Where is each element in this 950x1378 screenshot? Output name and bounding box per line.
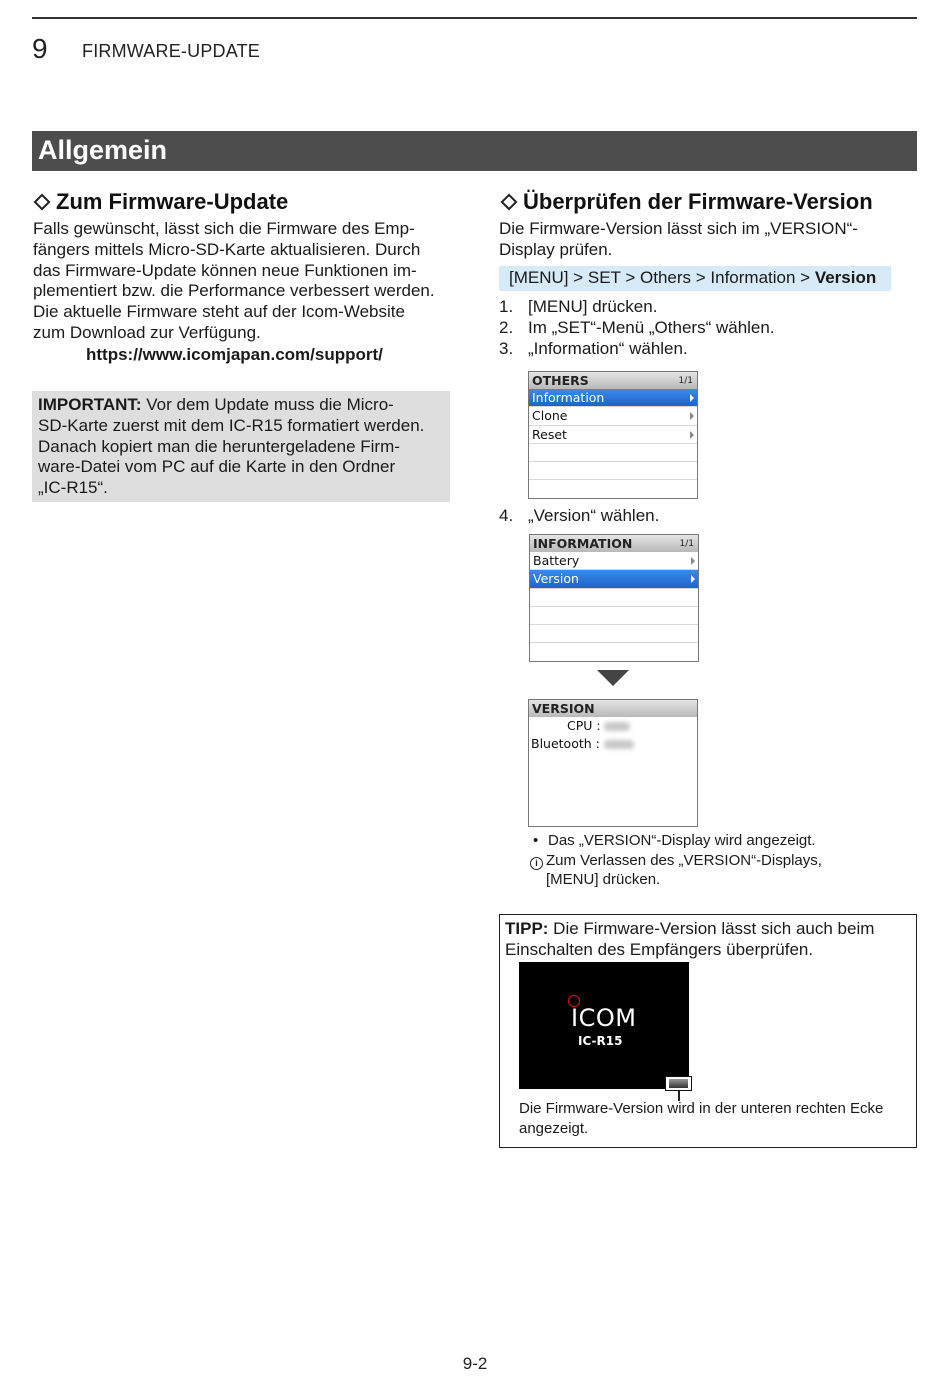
page-indicator: 1/1 xyxy=(678,376,693,386)
support-url[interactable]: https://www.icomjapan.com/support/ xyxy=(86,345,383,364)
version-screen-header xyxy=(529,700,697,717)
cpu-label: CPU : xyxy=(567,718,601,733)
chevron-right-icon xyxy=(690,394,694,402)
step-3 xyxy=(499,338,688,359)
information-screen-header xyxy=(530,535,698,552)
empty-row xyxy=(530,589,698,607)
tip-caption xyxy=(519,1099,909,1138)
diamond-icon xyxy=(34,194,51,211)
menu-item-label: Version xyxy=(533,571,579,587)
version-check-heading-text: Überprüfen der Firmware-Version xyxy=(523,189,873,214)
blurred-bluetooth-version xyxy=(604,740,634,749)
intro-line: Display prüfen. xyxy=(499,239,613,259)
others-screen-header xyxy=(529,372,697,389)
bullet-icon: • xyxy=(533,832,539,849)
menu-item-battery[interactable] xyxy=(530,552,698,570)
important-box xyxy=(32,391,450,502)
chevron-right-icon xyxy=(691,575,695,583)
empty-row xyxy=(529,480,697,498)
firmware-update-heading-text: Zum Firmware-Update xyxy=(56,189,289,214)
important-first-line xyxy=(38,395,444,416)
step-4 xyxy=(499,505,659,526)
chevron-right-icon xyxy=(691,557,695,565)
menu-item-information[interactable] xyxy=(529,389,697,407)
others-screen-title: OTHERS xyxy=(532,373,589,388)
arrow-down-icon xyxy=(597,670,629,686)
step-number: 2. xyxy=(499,318,514,337)
important-line: SD-Karte zuerst mit dem IC-R15 formatiert werden. xyxy=(38,415,425,435)
version-indicator-fill xyxy=(669,1079,688,1088)
bullet-note xyxy=(533,831,816,851)
information-screen-title: INFORMATION xyxy=(533,536,633,551)
empty-row xyxy=(529,444,697,462)
tip-label: TIPP: xyxy=(505,919,549,938)
info-note xyxy=(530,851,822,871)
chevron-right-icon xyxy=(690,431,694,439)
section-banner: Allgemein xyxy=(32,131,917,171)
empty-row xyxy=(530,625,698,643)
menu-item-label: Clone xyxy=(532,408,568,424)
important-label: IMPORTANT: xyxy=(38,395,142,414)
tip-caption-line: angezeigt. xyxy=(519,1119,589,1137)
paragraph-line: das Firmware-Update können neue Funktionen im- xyxy=(33,260,417,280)
model-label: IC-R15 xyxy=(578,1034,623,1048)
info-note-text: Zum Verlassen des „VERSION“-Displays, xyxy=(546,852,822,869)
icom-logo: ICOM xyxy=(571,1004,637,1032)
diamond-icon xyxy=(501,194,518,211)
step-number: 3. xyxy=(499,339,514,358)
step-number: 4. xyxy=(499,506,514,525)
tip-second-line: Einschalten des Empfängers überprüfen. xyxy=(505,940,814,959)
chapter-number: 9 xyxy=(32,33,48,64)
firmware-update-paragraph xyxy=(33,219,453,344)
bullet-note-text: Das „VERSION“-Display wird angezeigt. xyxy=(548,832,816,849)
menu-item-label: Reset xyxy=(532,426,567,442)
bluetooth-label: Bluetooth : xyxy=(531,736,600,751)
empty-row xyxy=(530,643,698,661)
step-text: Im „SET“-Menü „Others“ wählen. xyxy=(528,318,775,337)
paragraph-line: zum Download zur Verfügung. xyxy=(33,322,261,342)
version-screen-title: VERSION xyxy=(532,701,595,716)
step-text: „Information“ wählen. xyxy=(528,339,688,358)
step-text: [MENU] drücken. xyxy=(528,297,658,316)
important-text: Vor dem Update muss die Micro- xyxy=(141,395,394,414)
firmware-update-heading xyxy=(32,189,288,215)
paragraph-line: fängers mittels Micro-SD-Karte aktualisieren. Durch xyxy=(33,239,421,259)
info-note-continued: [MENU] drücken. xyxy=(546,871,661,888)
tip-caption-line: Die Firmware-Version wird in der unteren rechten Ecke xyxy=(519,1100,884,1117)
step-text: „Version“ wählen. xyxy=(528,506,660,525)
tip-line-text: Die Firmware-Version lässt sich auch beim xyxy=(548,919,875,938)
page-number: 9-2 xyxy=(462,1354,488,1373)
important-line: Danach kopiert man die heruntergeladene Firm- xyxy=(38,436,400,456)
tip-first-line xyxy=(505,918,910,939)
top-rule xyxy=(32,17,917,19)
important-line: ware-Datei vom PC auf die Karte in den Ordner xyxy=(38,457,396,477)
step-2 xyxy=(499,317,775,338)
others-screen xyxy=(528,371,698,499)
info-icon: i xyxy=(530,857,543,870)
menu-item-clone[interactable] xyxy=(529,407,697,425)
important-line: „IC-R15“. xyxy=(38,478,108,498)
chevron-right-icon xyxy=(690,412,694,420)
menu-path-text: [MENU] > SET > Others > Information > xyxy=(509,268,815,287)
version-screen xyxy=(528,699,698,827)
version-check-heading xyxy=(499,189,873,215)
step-number: 1. xyxy=(499,297,514,316)
empty-row xyxy=(530,607,698,625)
menu-item-version[interactable] xyxy=(530,570,698,588)
page-indicator: 1/1 xyxy=(679,539,694,549)
step-1 xyxy=(499,296,657,317)
chapter-title: FIRMWARE-UPDATE xyxy=(82,41,260,61)
version-intro xyxy=(499,219,909,261)
menu-item-label: Battery xyxy=(533,553,580,568)
intro-line: Die Firmware-Version lässt sich im „VERSION“- xyxy=(499,219,858,238)
information-screen xyxy=(529,534,699,662)
paragraph-line: Falls gewünscht, lässt sich die Firmware des Emp- xyxy=(33,219,415,238)
menu-path-version: Version xyxy=(814,268,877,287)
tip-text xyxy=(505,918,910,960)
menu-item-reset[interactable] xyxy=(529,426,697,444)
empty-row xyxy=(529,462,697,480)
paragraph-line: plementiert bzw. die Performance verbessert werden. xyxy=(33,281,435,301)
blurred-cpu-version xyxy=(604,722,630,731)
menu-path xyxy=(499,266,891,291)
paragraph-line: Die aktuelle Firmware steht auf der Icom-Website xyxy=(33,302,405,322)
menu-item-label: Information xyxy=(532,390,605,405)
